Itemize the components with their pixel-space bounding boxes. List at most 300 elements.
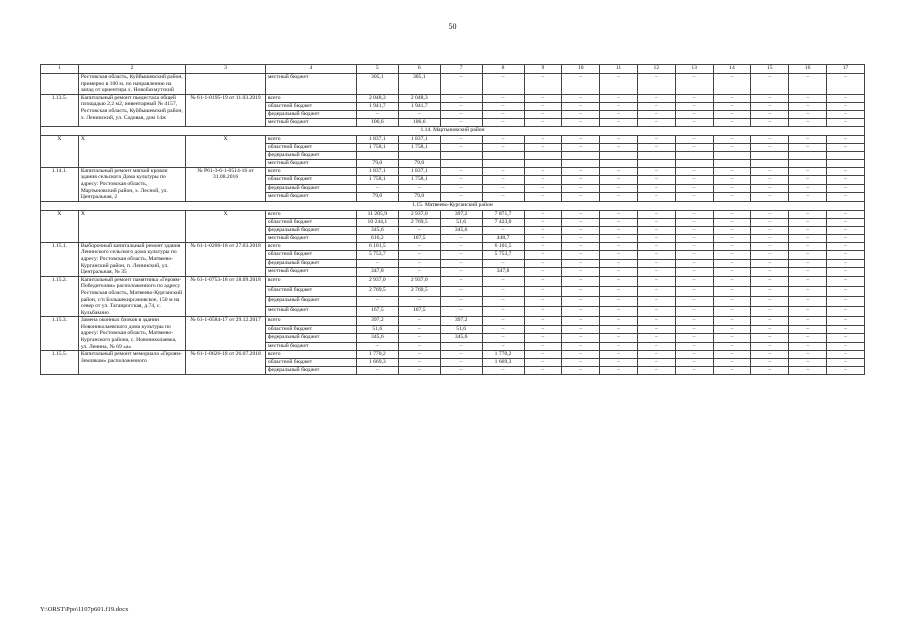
- amount-cell: –: [637, 317, 675, 325]
- column-header: 9: [524, 65, 562, 74]
- amount-cell: –: [713, 94, 751, 102]
- amount-cell: –: [562, 317, 600, 325]
- permit-number: № 61-1-0753-18 от 18.09.2018: [186, 276, 266, 317]
- object-description: Ростовская область, Куйбышевский район, примерно в 100 м. по направлению на запад от ориентира х. Новобахмутский: [78, 74, 185, 95]
- amount-cell: –: [440, 176, 482, 184]
- amount-cell: –: [524, 367, 562, 375]
- amount-cell: 79,0: [356, 159, 398, 167]
- permit-number: № Р61-3-6-1-0514-16 от 31.08.2016: [186, 167, 266, 201]
- column-header: 17: [827, 65, 865, 74]
- amount-cell: –: [637, 351, 675, 359]
- amount-cell: –: [789, 234, 827, 242]
- amount-cell: –: [356, 297, 398, 307]
- amount-cell: –: [562, 307, 600, 317]
- amount-cell: –: [637, 286, 675, 296]
- amount-cell: 1 758,1: [398, 176, 440, 184]
- amount-cell: –: [751, 259, 789, 267]
- amount-cell: –: [675, 210, 713, 218]
- amount-cell: –: [637, 143, 675, 151]
- section-title: 1.15. Матвеево-Курганский район: [41, 201, 865, 210]
- amount-cell: –: [600, 118, 638, 126]
- amount-cell: –: [524, 342, 562, 351]
- amount-cell: –: [600, 342, 638, 351]
- amount-cell: –: [827, 234, 865, 242]
- amount-cell: 347,8: [482, 268, 524, 277]
- amount-cell: –: [827, 94, 865, 102]
- amount-cell: –: [789, 359, 827, 367]
- amount-cell: –: [524, 359, 562, 367]
- amount-cell: –: [524, 325, 562, 333]
- amount-cell: –: [562, 110, 600, 118]
- amount-cell: –: [637, 74, 675, 95]
- amount-cell: 305,1: [356, 74, 398, 95]
- amount-cell: –: [637, 102, 675, 110]
- amount-cell: –: [562, 325, 600, 333]
- amount-cell: [440, 159, 482, 167]
- amount-cell: –: [751, 210, 789, 218]
- amount-cell: –: [675, 167, 713, 175]
- amount-cell: –: [482, 184, 524, 192]
- funding-source: местный бюджет: [265, 74, 356, 95]
- amount-cell: –: [482, 167, 524, 175]
- funding-source: федеральный бюджет: [265, 184, 356, 192]
- amount-cell: –: [562, 234, 600, 242]
- amount-cell: –: [675, 251, 713, 259]
- amount-cell: –: [440, 167, 482, 175]
- amount-cell: –: [713, 167, 751, 175]
- amount-cell: –: [675, 234, 713, 242]
- amount-cell: –: [524, 317, 562, 325]
- amount-cell: –: [440, 143, 482, 151]
- amount-cell: –: [713, 218, 751, 226]
- amount-cell: –: [482, 118, 524, 126]
- amount-cell: –: [524, 242, 562, 250]
- amount-cell: –: [637, 118, 675, 126]
- amount-cell: [600, 159, 638, 167]
- amount-cell: –: [751, 110, 789, 118]
- amount-cell: –: [440, 110, 482, 118]
- amount-cell: –: [482, 176, 524, 184]
- amount-cell: –: [751, 135, 789, 143]
- amount-cell: –: [751, 218, 789, 226]
- amount-cell: 2 769,5: [356, 286, 398, 296]
- amount-cell: –: [600, 218, 638, 226]
- amount-cell: –: [637, 234, 675, 242]
- amount-cell: –: [789, 143, 827, 151]
- amount-cell: 345,6: [440, 226, 482, 234]
- amount-cell: –: [600, 276, 638, 286]
- amount-cell: –: [637, 259, 675, 267]
- amount-cell: –: [675, 268, 713, 277]
- amount-cell: –: [600, 317, 638, 325]
- amount-cell: –: [440, 184, 482, 192]
- amount-cell: –: [600, 334, 638, 342]
- amount-cell: [482, 159, 524, 167]
- amount-cell: –: [751, 226, 789, 234]
- amount-cell: –: [637, 167, 675, 175]
- amount-cell: –: [827, 351, 865, 359]
- amount-cell: –: [600, 307, 638, 317]
- column-number-row: [41, 65, 865, 74]
- amount-cell: –: [789, 102, 827, 110]
- amount-cell: –: [827, 135, 865, 143]
- amount-cell: 2 937,0: [398, 276, 440, 286]
- table-row: [41, 317, 865, 325]
- amount-cell: –: [789, 342, 827, 351]
- amount-cell: –: [751, 342, 789, 351]
- amount-cell: –: [637, 226, 675, 234]
- amount-cell: –: [675, 351, 713, 359]
- amount-cell: –: [751, 251, 789, 259]
- amount-cell: 51,6: [440, 218, 482, 226]
- column-header: 8: [482, 65, 524, 74]
- funding-source: всего: [265, 210, 356, 218]
- amount-cell: –: [675, 193, 713, 202]
- amount-cell: –: [524, 297, 562, 307]
- amount-cell: –: [675, 118, 713, 126]
- amount-cell: –: [356, 259, 398, 267]
- amount-cell: –: [713, 210, 751, 218]
- file-path-footer: Y:\ORST\Ppo\1107p601.f19.docx: [40, 606, 129, 613]
- object-description: Капитальный ремонт пьедестала общей площадью 2,2 м2, инвентарный № 4157, Ростовская область, Куйбышевский район, х. Ленинский, ул. Садовая, дом 14ж: [78, 94, 185, 126]
- column-header: 4: [265, 65, 356, 74]
- amount-cell: –: [524, 286, 562, 296]
- funding-source: областной бюджет: [265, 286, 356, 296]
- amount-cell: –: [524, 193, 562, 202]
- amount-cell: –: [524, 102, 562, 110]
- amount-cell: –: [637, 367, 675, 375]
- amount-cell: –: [827, 167, 865, 175]
- amount-cell: –: [600, 268, 638, 277]
- amount-cell: –: [789, 193, 827, 202]
- amount-cell: [440, 151, 482, 159]
- amount-cell: –: [637, 193, 675, 202]
- amount-cell: –: [440, 367, 482, 375]
- amount-cell: –: [524, 118, 562, 126]
- funding-source: областной бюджет: [265, 143, 356, 151]
- amount-cell: –: [751, 184, 789, 192]
- amount-cell: –: [713, 276, 751, 286]
- item-number: 1.15.3.: [41, 317, 79, 351]
- amount-cell: [637, 151, 675, 159]
- amount-cell: –: [789, 176, 827, 184]
- amount-cell: 79,0: [398, 159, 440, 167]
- amount-cell: –: [789, 268, 827, 277]
- amount-cell: –: [562, 184, 600, 192]
- amount-cell: –: [789, 334, 827, 342]
- amount-cell: –: [637, 325, 675, 333]
- amount-cell: –: [751, 74, 789, 95]
- table-row: [41, 167, 865, 175]
- amount-cell: [356, 151, 398, 159]
- amount-cell: –: [562, 135, 600, 143]
- amount-cell: –: [440, 135, 482, 143]
- amount-cell: –: [789, 297, 827, 307]
- amount-cell: 345,6: [440, 334, 482, 342]
- amount-cell: [482, 151, 524, 159]
- amount-cell: –: [600, 242, 638, 250]
- amount-cell: –: [827, 297, 865, 307]
- amount-cell: –: [440, 74, 482, 95]
- amount-cell: –: [637, 297, 675, 307]
- object-description: Капитальный ремонт памятника «Героям-Победителям» расположенного по адресу Ростовская область, Матвеево-Курганский район, с/п Большекирсановское, 150 м на север от ул. Таганрогская, д.74, с. Кульбакино: [78, 276, 185, 317]
- amount-cell: 1 758,1: [356, 143, 398, 151]
- amount-cell: 347,8: [356, 268, 398, 277]
- amount-cell: –: [827, 251, 865, 259]
- amount-cell: –: [827, 226, 865, 234]
- amount-cell: –: [675, 342, 713, 351]
- amount-cell: –: [827, 342, 865, 351]
- table-row: [41, 276, 865, 286]
- amount-cell: –: [751, 351, 789, 359]
- amount-cell: –: [637, 184, 675, 192]
- amount-cell: –: [524, 268, 562, 277]
- amount-cell: –: [440, 242, 482, 250]
- amount-cell: –: [398, 297, 440, 307]
- amount-cell: –: [713, 317, 751, 325]
- amount-cell: –: [440, 94, 482, 102]
- amount-cell: [751, 151, 789, 159]
- amount-cell: –: [600, 325, 638, 333]
- table-row: [41, 351, 865, 359]
- amount-cell: –: [440, 342, 482, 351]
- amount-cell: –: [637, 218, 675, 226]
- amount-cell: –: [524, 226, 562, 234]
- funding-source: местный бюджет: [265, 307, 356, 317]
- amount-cell: –: [356, 342, 398, 351]
- amount-cell: –: [398, 184, 440, 192]
- amount-cell: –: [827, 307, 865, 317]
- amount-cell: –: [751, 276, 789, 286]
- amount-cell: –: [600, 94, 638, 102]
- amount-cell: [562, 151, 600, 159]
- amount-cell: –: [600, 226, 638, 234]
- amount-cell: –: [751, 334, 789, 342]
- amount-cell: [398, 151, 440, 159]
- amount-cell: –: [751, 167, 789, 175]
- item-number: 1.15.5.: [41, 351, 79, 375]
- amount-cell: –: [482, 334, 524, 342]
- amount-cell: –: [827, 184, 865, 192]
- amount-cell: –: [789, 210, 827, 218]
- amount-cell: –: [751, 359, 789, 367]
- funding-source: федеральный бюджет: [265, 334, 356, 342]
- column-header: 5: [356, 65, 398, 74]
- amount-cell: [524, 159, 562, 167]
- amount-cell: –: [675, 226, 713, 234]
- amount-cell: –: [600, 74, 638, 95]
- amount-cell: –: [827, 359, 865, 367]
- amount-cell: –: [789, 251, 827, 259]
- funding-source: федеральный бюджет: [265, 259, 356, 267]
- amount-cell: 79,0: [356, 193, 398, 202]
- amount-cell: –: [600, 259, 638, 267]
- amount-cell: 1 941,7: [398, 102, 440, 110]
- amount-cell: –: [398, 268, 440, 277]
- amount-cell: –: [751, 268, 789, 277]
- amount-cell: [600, 151, 638, 159]
- amount-cell: –: [751, 367, 789, 375]
- amount-cell: –: [440, 259, 482, 267]
- funding-source: областной бюджет: [265, 176, 356, 184]
- amount-cell: –: [827, 102, 865, 110]
- amount-cell: 2 937,0: [356, 276, 398, 286]
- amount-cell: –: [713, 176, 751, 184]
- amount-cell: –: [356, 110, 398, 118]
- amount-cell: 167,5: [398, 234, 440, 242]
- amount-cell: –: [562, 143, 600, 151]
- amount-cell: –: [600, 234, 638, 242]
- amount-cell: 6 101,5: [482, 242, 524, 250]
- amount-cell: –: [440, 102, 482, 110]
- funding-source: всего: [265, 276, 356, 286]
- section-title: 1.14. Мартыновский район: [41, 126, 865, 135]
- amount-cell: –: [356, 184, 398, 192]
- amount-cell: –: [482, 342, 524, 351]
- amount-cell: –: [440, 276, 482, 286]
- amount-cell: –: [789, 226, 827, 234]
- amount-cell: –: [713, 259, 751, 267]
- amount-cell: –: [827, 242, 865, 250]
- permit-number: Х: [186, 210, 266, 242]
- amount-cell: –: [398, 359, 440, 367]
- funding-source: областной бюджет: [265, 102, 356, 110]
- permit-number: № 61-1-0584-17 от 29.12.2017: [186, 317, 266, 351]
- funding-source: местный бюджет: [265, 193, 356, 202]
- amount-cell: –: [482, 317, 524, 325]
- amount-cell: [713, 159, 751, 167]
- amount-cell: –: [524, 184, 562, 192]
- amount-cell: –: [751, 234, 789, 242]
- amount-cell: –: [562, 242, 600, 250]
- amount-cell: –: [600, 135, 638, 143]
- item-number: 1.15.1.: [41, 242, 79, 276]
- amount-cell: –: [827, 110, 865, 118]
- amount-cell: –: [524, 176, 562, 184]
- funding-source: всего: [265, 135, 356, 143]
- table-row: [41, 210, 865, 218]
- amount-cell: –: [713, 334, 751, 342]
- amount-cell: –: [562, 297, 600, 307]
- amount-cell: –: [600, 286, 638, 296]
- amount-cell: –: [524, 307, 562, 317]
- amount-cell: –: [482, 102, 524, 110]
- amount-cell: –: [562, 226, 600, 234]
- amount-cell: –: [789, 167, 827, 175]
- amount-cell: –: [827, 74, 865, 95]
- amount-cell: 397,2: [440, 210, 482, 218]
- amount-cell: –: [637, 307, 675, 317]
- amount-cell: –: [482, 286, 524, 296]
- amount-cell: –: [440, 118, 482, 126]
- amount-cell: 1 758,1: [398, 143, 440, 151]
- amount-cell: 345,6: [356, 226, 398, 234]
- amount-cell: 1 669,3: [356, 359, 398, 367]
- amount-cell: –: [524, 135, 562, 143]
- amount-cell: –: [440, 268, 482, 277]
- funding-source: местный бюджет: [265, 342, 356, 351]
- amount-cell: –: [751, 143, 789, 151]
- amount-cell: –: [827, 218, 865, 226]
- amount-cell: –: [562, 74, 600, 95]
- amount-cell: –: [713, 268, 751, 277]
- amount-cell: –: [713, 74, 751, 95]
- amount-cell: 1 770,2: [356, 351, 398, 359]
- amount-cell: –: [562, 102, 600, 110]
- amount-cell: –: [398, 334, 440, 342]
- amount-cell: –: [675, 307, 713, 317]
- amount-cell: –: [637, 276, 675, 286]
- funding-source: областной бюджет: [265, 359, 356, 367]
- amount-cell: –: [827, 317, 865, 325]
- amount-cell: –: [789, 184, 827, 192]
- amount-cell: –: [751, 325, 789, 333]
- amount-cell: –: [675, 367, 713, 375]
- amount-cell: 7 423,0: [482, 218, 524, 226]
- amount-cell: –: [827, 276, 865, 286]
- amount-cell: –: [675, 286, 713, 296]
- amount-cell: –: [789, 325, 827, 333]
- amount-cell: 448,7: [482, 234, 524, 242]
- amount-cell: –: [713, 307, 751, 317]
- amount-cell: –: [600, 176, 638, 184]
- column-header: 1: [41, 65, 79, 74]
- amount-cell: 2 769,5: [398, 218, 440, 226]
- amount-cell: –: [482, 297, 524, 307]
- amount-cell: –: [713, 110, 751, 118]
- amount-cell: –: [827, 176, 865, 184]
- amount-cell: –: [524, 167, 562, 175]
- amount-cell: –: [827, 210, 865, 218]
- amount-cell: –: [751, 297, 789, 307]
- amount-cell: 7 871,7: [482, 210, 524, 218]
- amount-cell: –: [637, 242, 675, 250]
- amount-cell: 6 101,5: [356, 242, 398, 250]
- amount-cell: –: [482, 276, 524, 286]
- amount-cell: 397,2: [356, 317, 398, 325]
- amount-cell: –: [713, 234, 751, 242]
- amount-cell: –: [637, 135, 675, 143]
- funding-source: федеральный бюджет: [265, 226, 356, 234]
- amount-cell: –: [562, 286, 600, 296]
- amount-cell: –: [789, 118, 827, 126]
- amount-cell: 167,5: [398, 307, 440, 317]
- amount-cell: –: [827, 193, 865, 202]
- amount-cell: –: [600, 102, 638, 110]
- amount-cell: –: [789, 259, 827, 267]
- amount-cell: –: [713, 143, 751, 151]
- funding-source: областной бюджет: [265, 325, 356, 333]
- amount-cell: –: [440, 307, 482, 317]
- amount-cell: –: [789, 218, 827, 226]
- amount-cell: –: [562, 259, 600, 267]
- amount-cell: –: [482, 259, 524, 267]
- funding-source: всего: [265, 167, 356, 175]
- amount-cell: –: [524, 334, 562, 342]
- item-number: Х: [41, 135, 79, 167]
- amount-cell: –: [751, 307, 789, 317]
- amount-cell: –: [675, 334, 713, 342]
- table-row: [41, 242, 865, 250]
- column-header: 15: [751, 65, 789, 74]
- amount-cell: –: [398, 317, 440, 325]
- amount-cell: –: [398, 325, 440, 333]
- amount-cell: –: [398, 110, 440, 118]
- amount-cell: –: [440, 251, 482, 259]
- amount-cell: –: [751, 193, 789, 202]
- permit-number: № 61-1-0206-18 от 27.03.2018: [186, 242, 266, 276]
- funding-source: местный бюджет: [265, 268, 356, 277]
